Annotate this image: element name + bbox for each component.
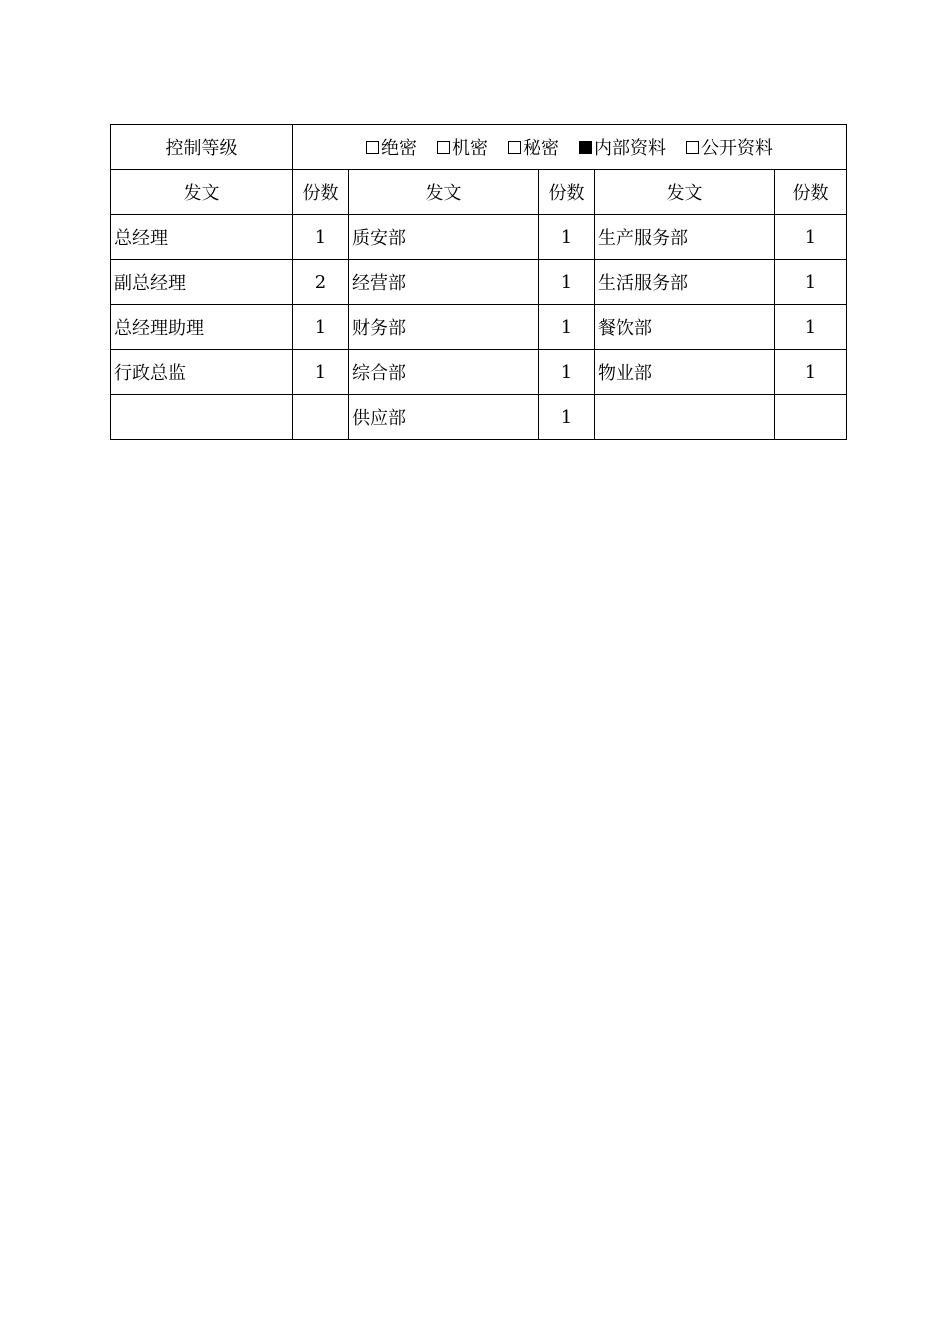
column-header-recipient: 发文 (349, 170, 539, 215)
distribution-table (110, 124, 847, 440)
recipient-cell: 综合部 (349, 350, 539, 395)
recipient-cell: 生产服务部 (595, 215, 775, 260)
copies-cell: 1 (539, 350, 595, 395)
recipient-cell: 经营部 (349, 260, 539, 305)
column-header-recipient: 发文 (595, 170, 775, 215)
copies-cell: 1 (293, 305, 349, 350)
recipient-cell (111, 395, 293, 440)
level-option-top-secret[interactable] (366, 134, 417, 160)
level-label: 公开资料 (701, 138, 774, 159)
table-row (111, 350, 847, 395)
recipient-cell: 生活服务部 (595, 260, 775, 305)
control-level-options (293, 125, 847, 170)
level-option-public[interactable] (686, 134, 773, 160)
copies-cell: 1 (539, 305, 595, 350)
level-label: 秘密 (523, 138, 560, 159)
copies-cell: 1 (539, 260, 595, 305)
table-row (111, 260, 847, 305)
recipient-cell: 质安部 (349, 215, 539, 260)
table-row (111, 215, 847, 260)
table-row (111, 305, 847, 350)
checkbox-icon (686, 141, 699, 154)
copies-cell: 1 (293, 350, 349, 395)
recipient-cell: 供应部 (349, 395, 539, 440)
copies-cell (775, 395, 847, 440)
recipient-cell: 财务部 (349, 305, 539, 350)
copies-cell: 1 (539, 395, 595, 440)
column-header-copies: 份数 (293, 170, 349, 215)
copies-cell: 1 (775, 305, 847, 350)
control-level-row (111, 125, 847, 170)
recipient-cell: 物业部 (595, 350, 775, 395)
level-label: 机密 (452, 138, 489, 159)
level-option-secret[interactable] (508, 134, 559, 160)
level-label: 内部资料 (594, 138, 667, 159)
recipient-cell: 行政总监 (111, 350, 293, 395)
copies-cell (293, 395, 349, 440)
copies-cell: 1 (539, 215, 595, 260)
table-row (111, 395, 847, 440)
level-label: 绝密 (381, 138, 418, 159)
checkbox-icon (366, 141, 379, 154)
control-level-label: 控制等级 (111, 125, 293, 170)
copies-cell: 2 (293, 260, 349, 305)
recipient-cell: 总经理 (111, 215, 293, 260)
recipient-cell: 总经理助理 (111, 305, 293, 350)
level-option-confidential[interactable] (437, 134, 488, 160)
recipient-cell (595, 395, 775, 440)
copies-cell: 1 (775, 260, 847, 305)
column-header-row (111, 170, 847, 215)
checked-checkbox-icon (579, 141, 592, 154)
recipient-cell: 餐饮部 (595, 305, 775, 350)
column-header-recipient: 发文 (111, 170, 293, 215)
copies-cell: 1 (293, 215, 349, 260)
level-option-internal[interactable] (579, 134, 666, 160)
column-header-copies: 份数 (775, 170, 847, 215)
copies-cell: 1 (775, 350, 847, 395)
recipient-cell: 副总经理 (111, 260, 293, 305)
checkbox-icon (437, 141, 450, 154)
copies-cell: 1 (775, 215, 847, 260)
checkbox-icon (508, 141, 521, 154)
column-header-copies: 份数 (539, 170, 595, 215)
